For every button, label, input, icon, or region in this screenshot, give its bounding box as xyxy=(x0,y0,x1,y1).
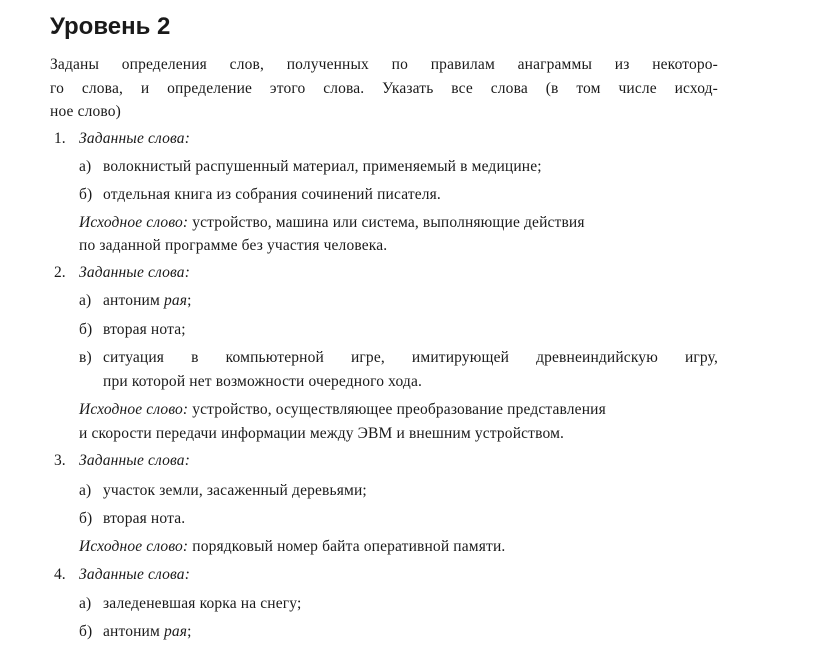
item-text-row xyxy=(103,291,192,311)
source-word-line-2: и скорости передачи информации между ЭВМ и внешним устройством. xyxy=(79,425,565,442)
source-word-label: Исходное слово: xyxy=(79,401,189,418)
source-word-line-1 xyxy=(79,213,585,233)
task-number: 3. xyxy=(54,452,66,469)
item-italic-word: рая xyxy=(163,292,188,309)
item-text: ситуация в компьютерной игре, имитирующей древнеиндийскую игру, xyxy=(103,349,718,366)
given-words-label: Заданные слова: xyxy=(79,566,191,583)
intro-line-2: го слова, и определение этого слова. Указать все слова (в том числе исход- xyxy=(50,80,718,97)
item-marker: б) xyxy=(79,186,93,203)
given-words-label: Заданные слова: xyxy=(79,264,191,281)
item-text: вторая нота. xyxy=(103,510,186,527)
item-text-continued: при которой нет возможности очередного хода. xyxy=(103,373,422,390)
item-text: антоним xyxy=(103,623,164,640)
task-number: 2. xyxy=(54,264,66,281)
item-text: антоним xyxy=(103,292,164,309)
source-word-label: Исходное слово: xyxy=(79,214,189,231)
given-words-label: Заданные слова: xyxy=(79,452,191,469)
item-text: заледеневшая корка на снегу; xyxy=(103,595,302,612)
item-marker: а) xyxy=(79,482,92,499)
source-word-text: порядковый номер байта оперативной памяти. xyxy=(192,538,506,555)
item-text: участок земли, засаженный деревьями; xyxy=(103,482,367,499)
item-marker: в) xyxy=(79,349,92,366)
item-marker: б) xyxy=(79,321,93,338)
source-word-line-2: по заданной программе без участия человека. xyxy=(79,237,388,254)
item-punct: ; xyxy=(187,623,192,640)
task-number: 4. xyxy=(54,566,66,583)
page-heading: Уровень 2 xyxy=(50,13,171,40)
source-word-text: устройство, машина или система, выполняющие действия xyxy=(192,214,585,231)
item-text: волокнистый распушенный материал, применяемый в медицине; xyxy=(103,158,542,175)
item-marker: б) xyxy=(79,510,93,527)
given-words-label: Заданные слова: xyxy=(79,130,191,147)
source-word-line-1 xyxy=(79,537,505,557)
item-text-row xyxy=(103,622,192,642)
intro-line-3: ное слово) xyxy=(50,103,121,120)
item-text: вторая нота; xyxy=(103,321,186,338)
item-text: отдельная книга из собрания сочинений писателя. xyxy=(103,186,441,203)
task-number: 1. xyxy=(54,130,66,147)
item-punct: ; xyxy=(187,292,192,309)
item-marker: б) xyxy=(79,623,93,640)
item-italic-word: рая xyxy=(163,623,188,640)
item-marker: а) xyxy=(79,595,92,612)
item-marker: а) xyxy=(79,292,92,309)
source-word-label: Исходное слово: xyxy=(79,538,189,555)
source-word-line-1 xyxy=(79,400,606,420)
intro-line-1: Заданы определения слов, полученных по правилам анаграммы из некоторо- xyxy=(50,56,718,73)
source-word-text: устройство, осуществляющее преобразование представления xyxy=(192,401,606,418)
item-marker: а) xyxy=(79,158,92,175)
